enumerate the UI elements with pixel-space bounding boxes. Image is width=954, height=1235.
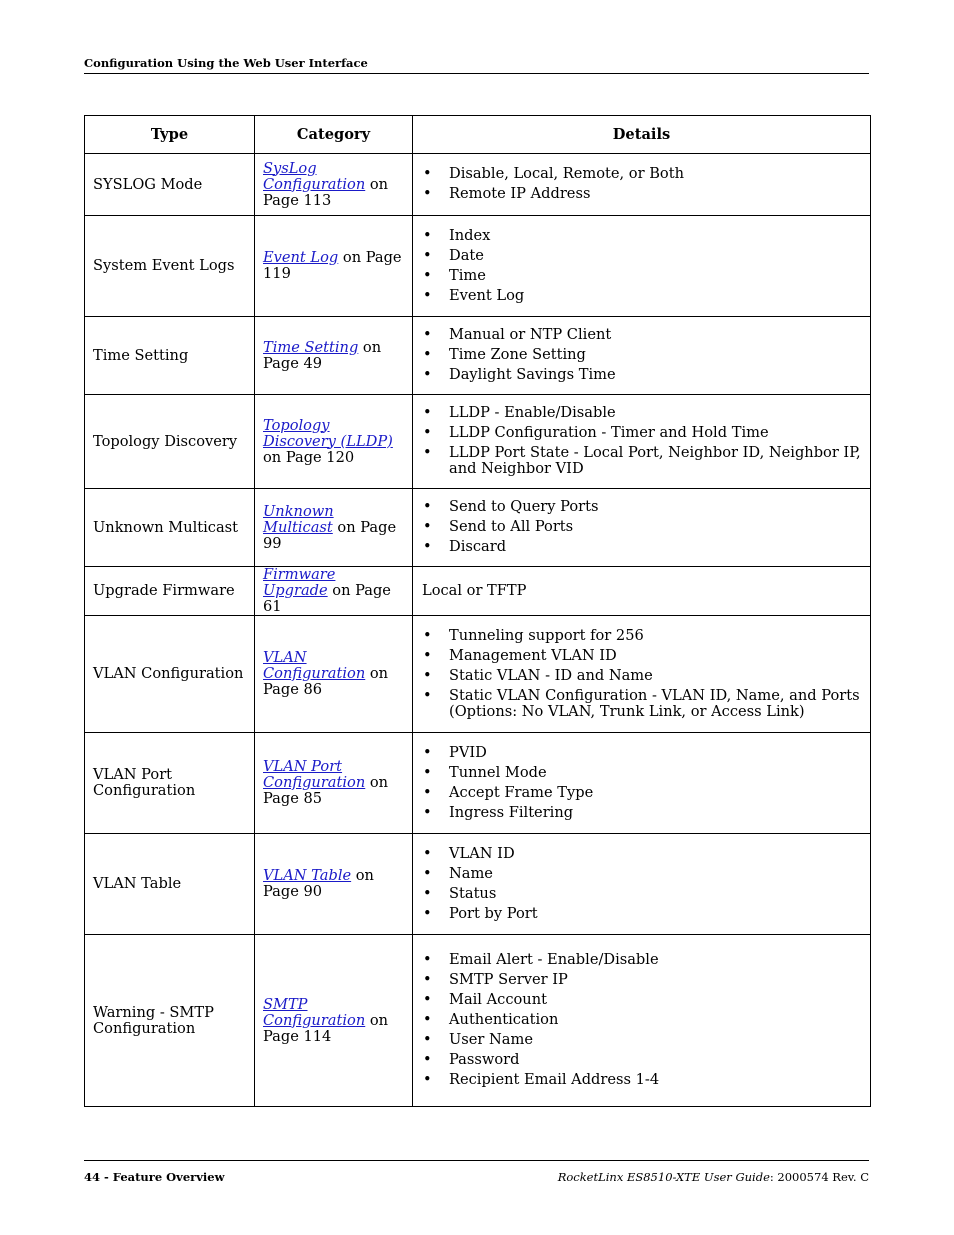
bullet-icon: •	[423, 346, 432, 363]
bullet-icon: •	[423, 226, 432, 244]
category-link[interactable]: VLAN Table	[263, 867, 352, 884]
bullet-icon: •	[423, 686, 432, 704]
list-item	[421, 1012, 862, 1028]
list-item	[421, 765, 862, 781]
bullet-icon: •	[423, 951, 432, 968]
detail-text: Remote IP Address	[449, 185, 591, 202]
category-link[interactable]: Topology Discovery (LLDP)	[263, 416, 393, 450]
detail-text: User Name	[449, 1031, 533, 1048]
list-item	[421, 866, 862, 882]
bullet-icon: •	[423, 366, 432, 383]
bullet-icon: •	[423, 1051, 432, 1068]
detail-text: Password	[449, 1051, 520, 1068]
bullet-icon: •	[423, 743, 432, 761]
footer-doc-revision: : 2000574 Rev. C	[769, 1170, 869, 1184]
list-item	[421, 886, 862, 902]
table-row	[85, 317, 871, 395]
bullet-icon: •	[423, 246, 432, 264]
detail-text: Index	[449, 226, 491, 244]
detail-text: Local or TFTP	[422, 582, 527, 599]
table-row	[85, 834, 871, 935]
page-reference: on Page 114	[263, 1011, 389, 1045]
bullet-icon: •	[423, 884, 432, 902]
page-reference: on Page 49	[263, 338, 382, 372]
category-cell	[255, 216, 413, 317]
list-item	[421, 1032, 862, 1048]
bullet-icon: •	[423, 783, 432, 801]
category-cell	[255, 733, 413, 834]
category-cell	[255, 567, 413, 616]
type-cell: SYSLOG Mode	[85, 154, 255, 216]
bullet-icon: •	[423, 326, 432, 343]
details-list	[421, 952, 862, 1088]
details-cell	[413, 216, 871, 317]
list-item	[421, 347, 862, 363]
details-cell	[413, 935, 871, 1107]
list-item	[421, 668, 862, 684]
detail-text: Daylight Savings Time	[449, 366, 616, 383]
list-item	[421, 445, 862, 477]
details-cell	[413, 733, 871, 834]
list-item	[421, 1072, 862, 1088]
page-reference: on Page 61	[263, 582, 391, 615]
list-item	[421, 166, 862, 182]
type-cell: System Event Logs	[85, 216, 255, 317]
bullet-icon: •	[423, 165, 432, 182]
detail-text: VLAN ID	[449, 844, 515, 862]
type-cell: Time Setting	[85, 317, 255, 395]
page-reference: on Page 119	[263, 249, 402, 282]
bullet-icon: •	[423, 991, 432, 1008]
details-cell	[413, 567, 871, 616]
detail-text: SMTP Server IP	[449, 971, 568, 988]
detail-text: Authentication	[449, 1011, 559, 1028]
list-item	[421, 327, 862, 343]
bullet-icon: •	[423, 844, 432, 862]
list-item	[421, 539, 862, 555]
bullet-icon: •	[423, 424, 432, 441]
bullet-icon: •	[423, 971, 432, 988]
page-reference: on Page 85	[263, 774, 389, 807]
detail-text: Tunnel Mode	[449, 763, 547, 781]
list-item	[421, 628, 862, 644]
bullet-icon: •	[423, 904, 432, 922]
list-item	[421, 906, 862, 922]
category-cell	[255, 834, 413, 935]
list-item	[421, 972, 862, 988]
page-reference: on Page 86	[263, 665, 389, 698]
table-row	[85, 616, 871, 733]
detail-text: PVID	[449, 743, 487, 761]
table-header-row	[85, 116, 871, 154]
bullet-icon: •	[423, 444, 432, 461]
category-link[interactable]: VLAN Port Configuration	[263, 758, 366, 791]
bullet-icon: •	[423, 763, 432, 781]
table-body	[85, 154, 871, 1107]
detail-text: Port by Port	[449, 904, 538, 922]
type-cell: VLAN Table	[85, 834, 255, 935]
detail-text: Mail Account	[449, 991, 547, 1008]
detail-text: Name	[449, 864, 493, 882]
category-cell	[255, 395, 413, 489]
bullet-icon: •	[423, 1011, 432, 1028]
list-item	[421, 952, 862, 968]
footer-divider	[84, 1160, 869, 1161]
list-item	[421, 745, 862, 761]
detail-text: Tunneling support for 256	[449, 626, 644, 644]
list-item	[421, 499, 862, 515]
detail-text: LLDP - Enable/Disable	[449, 404, 616, 421]
detail-text: Management VLAN ID	[449, 646, 617, 664]
detail-text: Time Zone Setting	[449, 346, 586, 363]
detail-text: LLDP Configuration - Timer and Hold Time	[449, 424, 769, 441]
category-cell	[255, 154, 413, 216]
details-cell	[413, 154, 871, 216]
details-list	[421, 499, 862, 555]
detail-text: Manual or NTP Client	[449, 326, 612, 343]
list-item	[421, 846, 862, 862]
details-list	[421, 405, 862, 477]
bullet-icon: •	[423, 1071, 432, 1088]
detail-text: Static VLAN - ID and Name	[449, 666, 653, 684]
list-item	[421, 519, 862, 535]
footer-page-label: 44 - Feature Overview	[84, 1170, 225, 1184]
detail-text: Static VLAN Configuration - VLAN ID, Name, and Ports (Options: No VLAN, Trunk Link, or Access Link)	[449, 686, 860, 720]
header-divider	[84, 73, 869, 74]
type-cell: Topology Discovery	[85, 395, 255, 489]
bullet-icon: •	[423, 538, 432, 555]
details-list	[421, 745, 862, 821]
type-cell: Upgrade Firmware	[85, 567, 255, 616]
bullet-icon: •	[423, 666, 432, 684]
details-list	[421, 628, 862, 720]
category-link[interactable]: Unknown Multicast	[263, 502, 334, 536]
column-header-category: Category	[255, 116, 413, 154]
details-list	[421, 228, 862, 304]
category-cell	[255, 489, 413, 567]
list-item	[421, 367, 862, 383]
details-cell	[413, 834, 871, 935]
bullet-icon: •	[423, 646, 432, 664]
page-reference: on Page 113	[263, 175, 389, 209]
table-row	[85, 154, 871, 216]
list-item	[421, 992, 862, 1008]
type-cell: VLAN Port Configuration	[85, 733, 255, 834]
table-row	[85, 216, 871, 317]
list-item	[421, 1052, 862, 1068]
feature-table	[84, 115, 871, 1107]
category-link[interactable]: VLAN Configuration	[263, 649, 366, 682]
page-reference: on Page 120	[263, 448, 355, 466]
list-item	[421, 688, 862, 720]
bullet-icon: •	[423, 185, 432, 202]
detail-text: Send to Query Ports	[449, 498, 599, 515]
details-cell	[413, 317, 871, 395]
detail-text: Accept Frame Type	[449, 783, 594, 801]
details-list	[421, 846, 862, 922]
category-link[interactable]: SMTP Configuration	[263, 995, 366, 1029]
type-cell: Unknown Multicast	[85, 489, 255, 567]
list-item	[421, 648, 862, 664]
table-row	[85, 567, 871, 616]
type-cell: Warning - SMTP Configuration	[85, 935, 255, 1107]
footer-doc-info	[558, 1170, 869, 1184]
category-cell	[255, 935, 413, 1107]
details-cell	[413, 395, 871, 489]
bullet-icon: •	[423, 498, 432, 515]
category-link[interactable]: SysLog Configuration	[263, 159, 366, 193]
details-list	[421, 327, 862, 383]
category-link[interactable]: Time Setting	[263, 338, 359, 356]
bullet-icon: •	[423, 1031, 432, 1048]
list-item	[421, 785, 862, 801]
list-item	[421, 425, 862, 441]
bullet-icon: •	[423, 864, 432, 882]
table-row	[85, 395, 871, 489]
footer-doc-title: RocketLinx ES8510-XTE User Guide	[557, 1170, 770, 1184]
page-reference: on Page 90	[263, 867, 374, 900]
detail-text: Discard	[449, 538, 507, 555]
detail-text: Ingress Filtering	[449, 803, 574, 821]
detail-text: Send to All Ports	[449, 518, 574, 535]
page-reference: on Page 99	[263, 518, 397, 552]
details-cell	[413, 489, 871, 567]
bullet-icon: •	[423, 286, 432, 304]
detail-text: Status	[449, 884, 497, 902]
table-row	[85, 733, 871, 834]
bullet-icon: •	[423, 518, 432, 535]
list-item	[421, 228, 862, 244]
detail-text: Email Alert - Enable/Disable	[449, 951, 659, 968]
list-item	[421, 405, 862, 421]
detail-text: Date	[449, 246, 484, 264]
detail-text: Event Log	[449, 286, 525, 304]
bullet-icon: •	[423, 626, 432, 644]
category-link[interactable]: Firmware Upgrade	[263, 566, 336, 599]
type-cell: VLAN Configuration	[85, 616, 255, 733]
detail-text: Time	[449, 266, 486, 284]
category-cell	[255, 616, 413, 733]
list-item	[421, 805, 862, 821]
list-item	[421, 268, 862, 284]
details-cell	[413, 616, 871, 733]
bullet-icon: •	[423, 803, 432, 821]
column-header-type: Type	[85, 116, 255, 154]
detail-text: LLDP Port State - Local Port, Neighbor ID, Neighbor IP, and Neighbor VID	[449, 444, 861, 477]
bullet-icon: •	[423, 266, 432, 284]
list-item	[421, 288, 862, 304]
table-row	[85, 489, 871, 567]
list-item	[421, 186, 862, 202]
detail-text: Disable, Local, Remote, or Both	[449, 165, 684, 182]
detail-text: Recipient Email Address 1-4	[449, 1071, 660, 1088]
running-header-title: Configuration Using the Web User Interface	[84, 56, 368, 70]
details-list	[421, 166, 862, 202]
category-link[interactable]: Event Log	[263, 249, 339, 266]
category-cell	[255, 317, 413, 395]
table-row	[85, 935, 871, 1107]
bullet-icon: •	[423, 404, 432, 421]
column-header-details: Details	[413, 116, 871, 154]
list-item	[421, 248, 862, 264]
